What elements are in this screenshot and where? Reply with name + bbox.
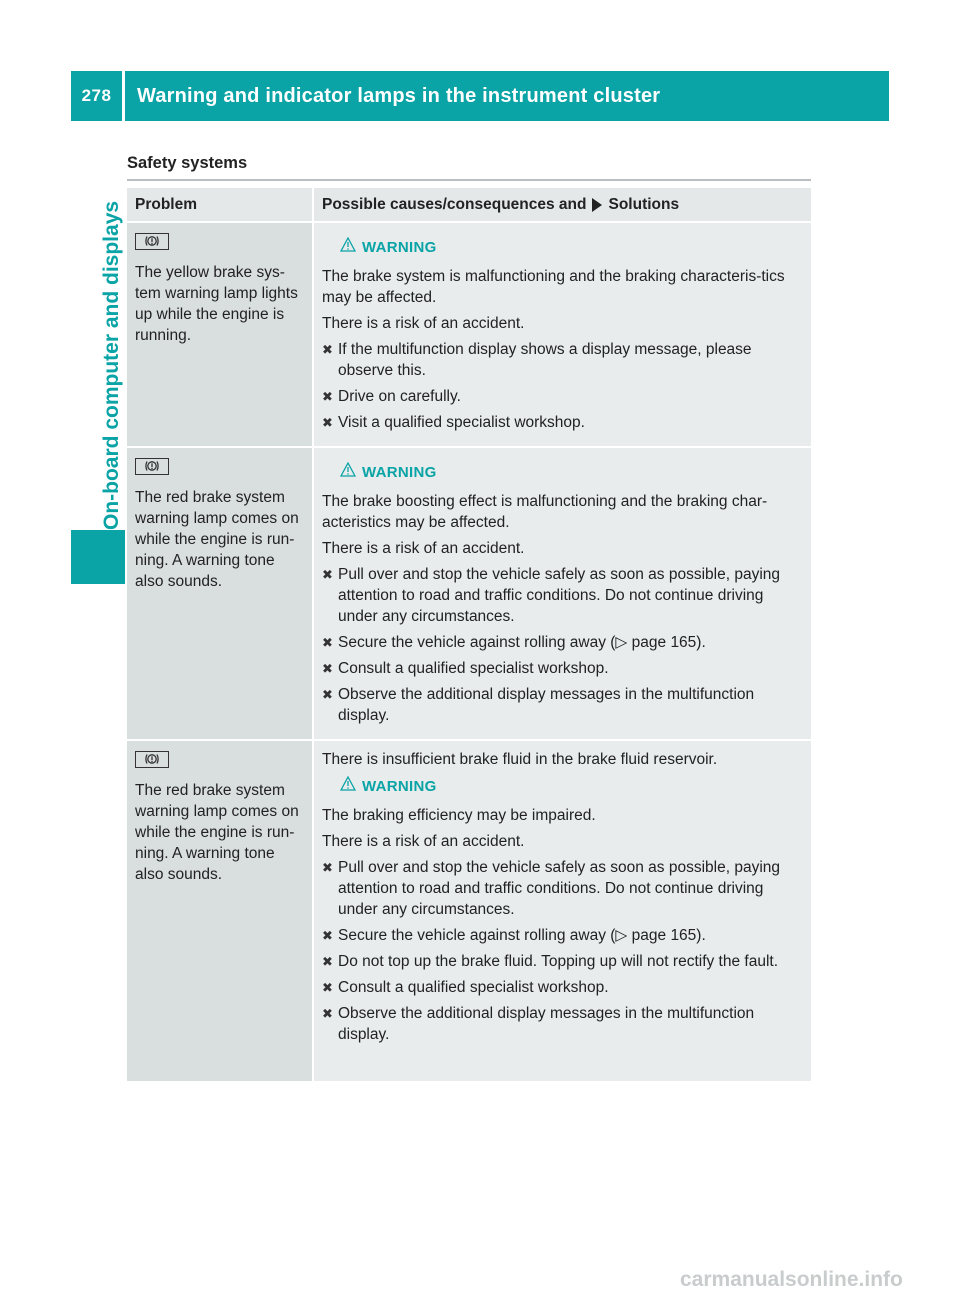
warning-text: There is a risk of an accident. — [322, 315, 525, 332]
step-marker-icon: ✖ — [322, 661, 333, 676]
solution-step-text: Secure the vehicle against rolling away (▷ page 165). — [338, 927, 706, 944]
table-row — [127, 223, 811, 448]
table-row — [127, 448, 811, 741]
step-marker-icon: ✖ — [322, 389, 333, 404]
step-marker-icon: ✖ — [322, 860, 333, 875]
problem-text: The yellow brake sys-tem warning lamp lights up while the engine is running. — [135, 264, 298, 344]
brake-warning-lamp-icon — [135, 233, 169, 250]
problem-text: The red brake system warning lamp comes on while the engine is run-ning. A warning tone also sounds. — [135, 489, 299, 590]
step-marker-icon: ✖ — [322, 687, 333, 702]
solution-step-text: Pull over and stop the vehicle safely as soon as possible, paying attention to road and traffic conditions. Do not continue driving under any circumstances. — [338, 566, 781, 625]
solution-step — [322, 857, 805, 920]
solution-step-text: Observe the additional display messages in the multifunction display. — [338, 1005, 755, 1043]
solution-cell — [314, 448, 811, 739]
solution-step — [322, 951, 805, 972]
step-marker-icon: ✖ — [322, 1006, 333, 1021]
step-marker-icon: ✖ — [322, 415, 333, 430]
solution-step — [322, 1003, 805, 1045]
brake-warning-lamp-icon — [135, 751, 169, 768]
solution-step-text: Visit a qualified specialist workshop. — [338, 414, 585, 431]
solution-step-text: If the multifunction display shows a display message, please observe this. — [338, 341, 752, 379]
chapter-label: On-board computer and displays — [100, 200, 123, 530]
header-solutions — [314, 188, 811, 221]
safety-systems-table — [127, 188, 811, 1083]
warning-text: The brake boosting effect is malfunctioning and the braking char-acteristics may be affected. — [322, 493, 768, 531]
solution-step-text: Consult a qualified specialist workshop. — [338, 660, 609, 677]
brake-warning-lamp-icon — [135, 458, 169, 475]
chapter-marker — [71, 530, 125, 584]
cause-text: There is insufficient brake fluid in the brake fluid reservoir. — [322, 751, 718, 768]
solution-step — [322, 977, 805, 998]
solution-step-text: Consult a qualified specialist workshop. — [338, 979, 609, 996]
warning-text: The braking efficiency may be impaired. — [322, 807, 596, 824]
solution-step — [322, 658, 805, 679]
problem-text: The red brake system warning lamp comes on while the engine is run-ning. A warning tone also sounds. — [135, 782, 299, 883]
warning-label: WARNING — [362, 778, 437, 795]
page-title: Warning and indicator lamps in the instrument cluster — [137, 84, 661, 107]
section-title: Safety systems — [127, 154, 811, 181]
step-marker-icon: ✖ — [322, 928, 333, 943]
warning-label: WARNING — [362, 239, 437, 256]
table-header-row — [127, 188, 811, 223]
solution-step — [322, 632, 805, 653]
solution-cell — [314, 223, 811, 446]
problem-cell — [127, 741, 314, 1081]
solution-step — [322, 339, 805, 381]
warning-triangle-icon — [340, 776, 362, 797]
step-marker-icon: ✖ — [322, 342, 333, 357]
page-number: 278 — [71, 71, 125, 121]
warning-heading — [340, 776, 805, 797]
header-solutions-prefix: Possible causes/consequences and — [322, 196, 587, 213]
watermark: carmanualsonline.info — [680, 1268, 903, 1291]
solution-step — [322, 564, 805, 627]
warning-heading — [340, 462, 805, 483]
page-header — [71, 71, 889, 121]
solution-step-text: Observe the additional display messages in the multifunction display. — [338, 686, 755, 724]
header-problem: Problem — [127, 188, 314, 221]
solution-step — [322, 412, 805, 433]
step-marker-icon: ✖ — [322, 954, 333, 969]
step-marker-icon: ✖ — [322, 567, 333, 582]
warning-label: WARNING — [362, 464, 437, 481]
solution-step-text: Secure the vehicle against rolling away (▷ page 165). — [338, 634, 706, 651]
solution-step — [322, 386, 805, 407]
solution-step — [322, 925, 805, 946]
warning-text: There is a risk of an accident. — [322, 540, 525, 557]
header-solutions-suffix: Solutions — [608, 196, 680, 213]
step-marker-icon: ✖ — [322, 980, 333, 995]
problem-cell — [127, 223, 314, 446]
solution-arrow-icon — [592, 198, 602, 212]
solution-step-text: Do not top up the brake fluid. Topping up will not rectify the fault. — [338, 953, 779, 970]
problem-cell — [127, 448, 314, 739]
solution-step-text: Pull over and stop the vehicle safely as soon as possible, paying attention to road and traffic conditions. Do not continue driving under any circumstances. — [338, 859, 781, 918]
step-marker-icon: ✖ — [322, 635, 333, 650]
warning-heading — [340, 237, 805, 258]
solution-step-text: Drive on carefully. — [338, 388, 461, 405]
warning-text: There is a risk of an accident. — [322, 833, 525, 850]
solution-cell — [314, 741, 811, 1081]
warning-triangle-icon — [340, 237, 362, 258]
warning-triangle-icon — [340, 462, 362, 483]
table-row — [127, 741, 811, 1083]
solution-step — [322, 684, 805, 726]
warning-text: The brake system is malfunctioning and the braking characteris-tics may be affected. — [322, 268, 785, 306]
